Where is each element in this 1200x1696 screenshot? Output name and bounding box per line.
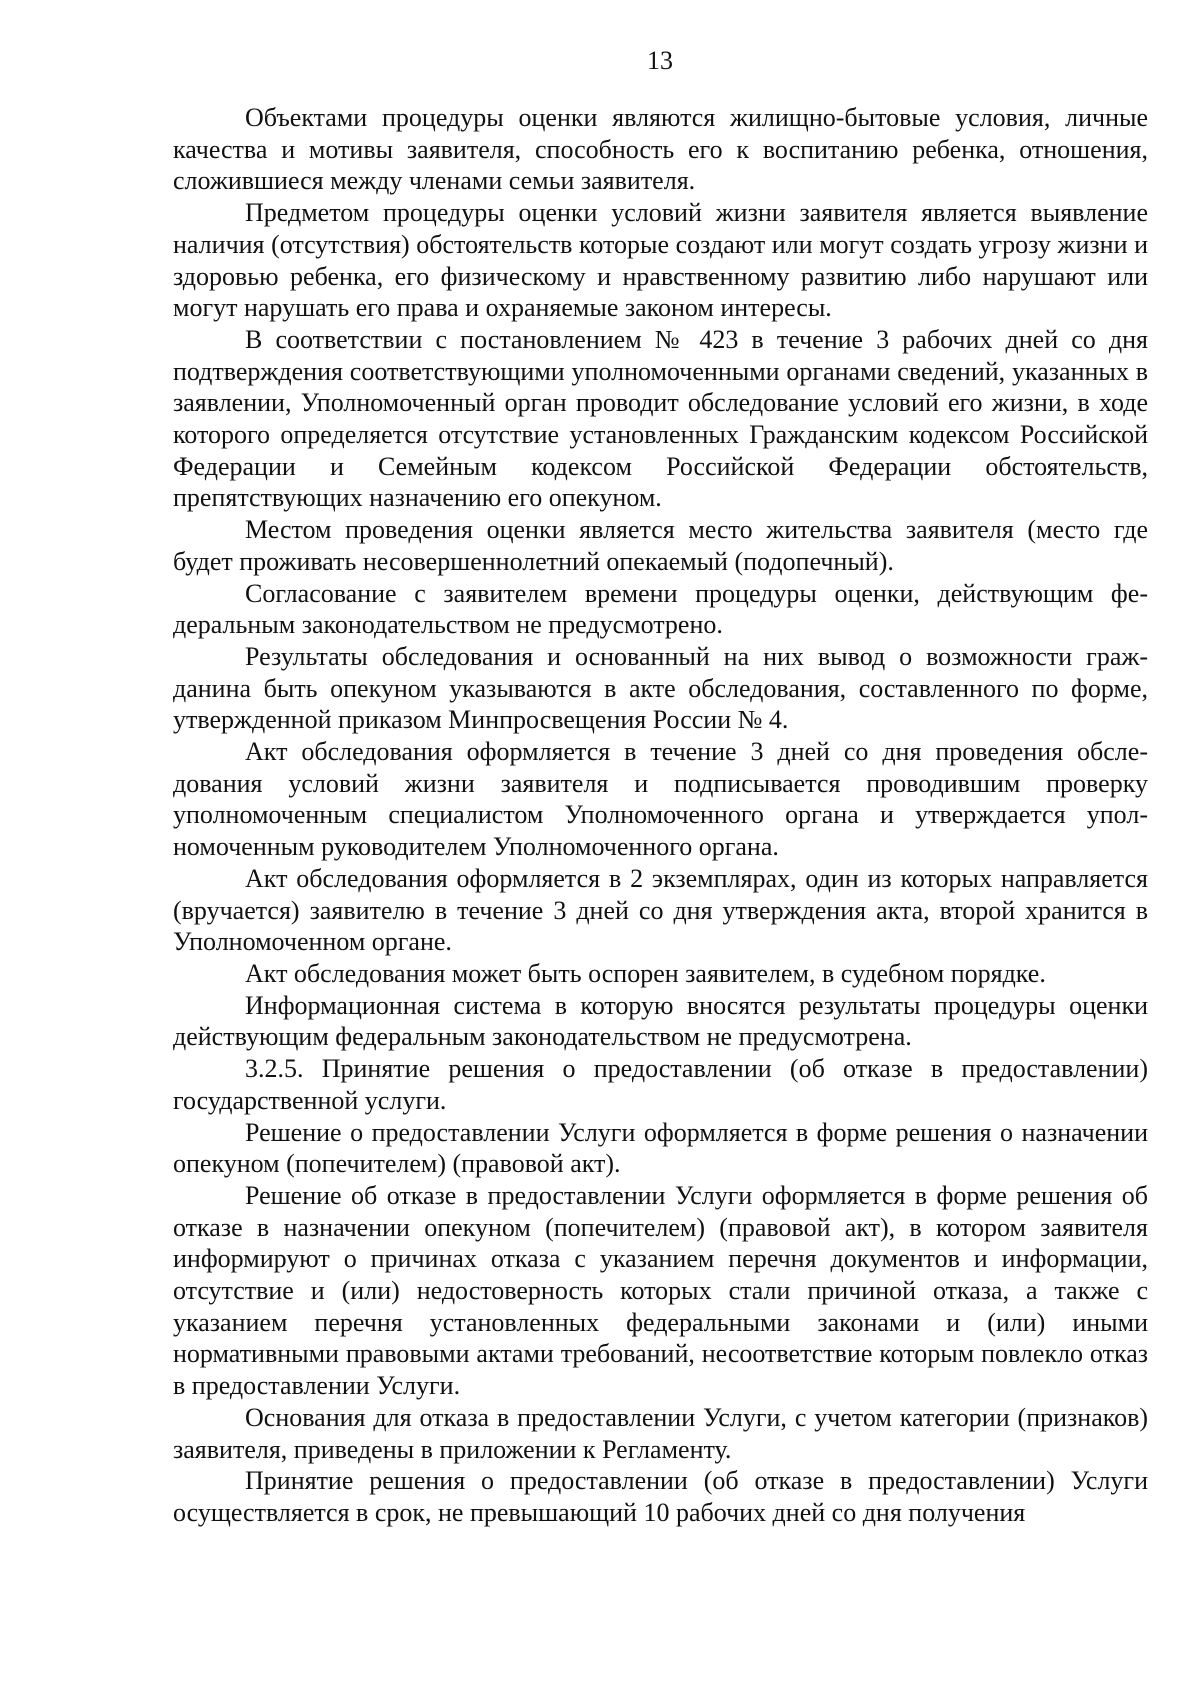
paragraph-10: Информационная система в которую вносятся результаты процедуры оценки действующим федеральным законодательством не предусмотрена. [173,990,1148,1052]
paragraph-9: Акт обследования может быть оспорен заявителем, в судебном порядке. [245,958,1046,988]
paragraph-4: Местом проведения оценки является место жительства заявителя (место где будет проживать несовершеннолетний опекаемый (подопечный). [173,515,1148,576]
paragraph-3: В соответствии с постановлением № 423 в течение 3 рабочих дней со дня подтверждения соответствующими уполномоченными органами сведений, указанных в заявлении, Уполномоченный орган проводит обследование условий его жизни, в ходе которого определяется отсутствие установленных Гражданским кодексом Российской Федерации и Семейным кодексом Российской Федерации обстоятельств, препятствующих назначению его опекуном. [173,324,1148,513]
section-3-2-5-heading: 3.2.5. Принятие решения о предоставлении (об отказе в предоставлении) государственной услуги. [173,1054,1148,1115]
paragraph-8: Акт обследования оформляется в 2 экземплярах, один из которых направляется (вручается) заявителю в течение 3 дней со дня утверждения акта, второй хранится в Уполномоченном органе. [173,863,1148,957]
paragraph-7: Акт обследования оформляется в течение 3 дней со дня проведения обследования условий жизни заявителя и подписывается проводившим проверку уполномоченным специалистом Уполномоченного органа и утверждается уполномоченным руководителем Уполномоченного органа. [173,737,1148,862]
paragraph-5: Согласование с заявителем времени процедуры оценки, действующим федеральным законодательством не предусмотрено. [173,578,1148,640]
paragraph-12: Решение о предоставлении Услуги оформляется в форме решения о назначении опекуном (попечителем) (правовой акт). [173,1117,1148,1179]
paragraph-6: Результаты обследования и основанный на них вывод о возможности гражданина быть опекуном указываются в акте обследования, составленного по форме, утвержденной приказом Минпросвещения России № 4. [173,641,1148,735]
paragraph-13: Решение об отказе в предоставлении Услуги оформляется в форме решения об отказе в назначении опекуном (попечителем) (правовой акт), в котором заявителя информируют о причинах отказа с указанием перечня документов и информации, отсутствие и (или) недостоверность которых стали причиной отказа, а также с указанием перечня установленных федеральными законами и (или) иными нормативными правовыми актами требований, несоответствие которым повлекло отказ в предоставлении Услуги. [173,1180,1148,1401]
document-body [173,102,1148,1529]
paragraph-14: Основания для отказа в предоставлении Услуги, с учетом категории (признаков) заявителя, приведены в приложении к Регламенту. [173,1402,1148,1464]
page-number: 13 [647,46,673,75]
paragraph-15: Принятие решения о предоставлении (об отказе в предоставлении) Услуги осуществляется в срок, не превышающий 10 рабочих дней со дня получения [173,1466,1148,1527]
paragraph-2: Предметом процедуры оценки условий жизни заявителя является выявление наличия (отсутствия) обстоятельств которые создают или могут создать угрозу жизни и здоровью ребенка, его физическому и нравственному развитию либо нарушают или могут нарушать его права и охраняемые законом интересы. [173,198,1148,323]
paragraph-1: Объектами процедуры оценки являются жилищно-бытовые условия, личные качества и мотивы заявителя, способность его к воспитанию ребенка, отношения, сложившиеся между членами семьи заявителя. [173,103,1148,196]
